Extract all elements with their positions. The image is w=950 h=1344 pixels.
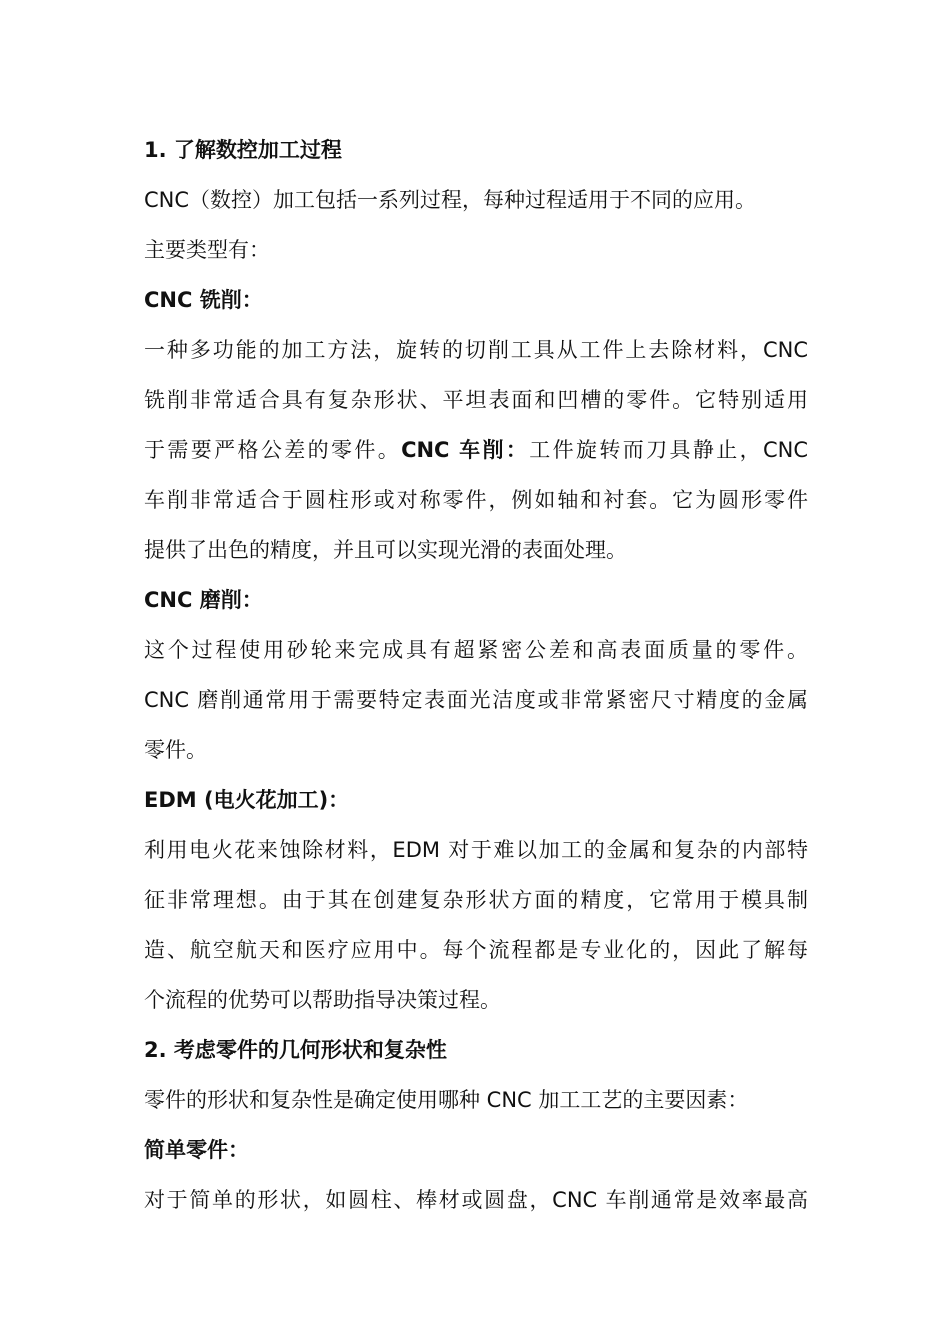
paragraph-line: 造、航空航天和医疗应用中。每个流程都是专业化的，因此了解每 [144, 938, 808, 962]
paragraph-line: 零件的形状和复杂性是确定使用哪种 CNC 加工工艺的主要因素： [144, 1088, 749, 1112]
paragraph-line: 车削非常适合于圆柱形或对称零件，例如轴和衬套。它为圆形零件 [144, 488, 808, 512]
paragraph-line: 零件。 [144, 738, 207, 762]
paragraph-text: 于需要严格公差的零件。 [144, 438, 402, 462]
subheading-edm: EDM (电火花加工)： [144, 788, 350, 812]
paragraph-line: 铣削非常适合具有复杂形状、平坦表面和凹槽的零件。它特别适用 [144, 388, 808, 412]
section-heading-2: 2. 考虑零件的几何形状和复杂性 [144, 1038, 447, 1062]
paragraph-line: 对于简单的形状，如圆柱、棒材或圆盘，CNC 车削通常是效率最高 [144, 1188, 808, 1212]
paragraph-line: CNC（数控）加工包括一系列过程，每种过程适用于不同的应用。 [144, 188, 757, 212]
paragraph-line-mixed [144, 425, 808, 475]
subheading-cnc-turning: CNC 车削： [401, 438, 530, 462]
document-body [144, 125, 808, 1225]
paragraph-line: 提供了出色的精度，并且可以实现光滑的表面处理。 [144, 538, 627, 562]
paragraph-line: 主要类型有： [144, 238, 270, 262]
section-heading-1: 1. 了解数控加工过程 [144, 138, 342, 162]
paragraph-line: 利用电火花来蚀除材料，EDM 对于难以加工的金属和复杂的内部特 [144, 838, 808, 862]
subheading-cnc-milling: CNC 铣削： [144, 288, 263, 312]
paragraph-text: 工件旋转而刀具静止，CNC [529, 438, 808, 462]
subheading-cnc-grinding: CNC 磨削： [144, 588, 263, 612]
paragraph-line: 一种多功能的加工方法，旋转的切削工具从工件上去除材料，CNC [144, 338, 808, 362]
paragraph-line: 个流程的优势可以帮助指导决策过程。 [144, 988, 501, 1012]
paragraph-line: 这个过程使用砂轮来完成具有超紧密公差和高表面质量的零件。 [144, 638, 808, 662]
paragraph-line: 征非常理想。由于其在创建复杂形状方面的精度，它常用于模具制 [144, 888, 808, 912]
subheading-simple-parts: 简单零件： [144, 1138, 249, 1162]
paragraph-line: CNC 磨削通常用于需要特定表面光洁度或非常紧密尺寸精度的金属 [144, 688, 808, 712]
